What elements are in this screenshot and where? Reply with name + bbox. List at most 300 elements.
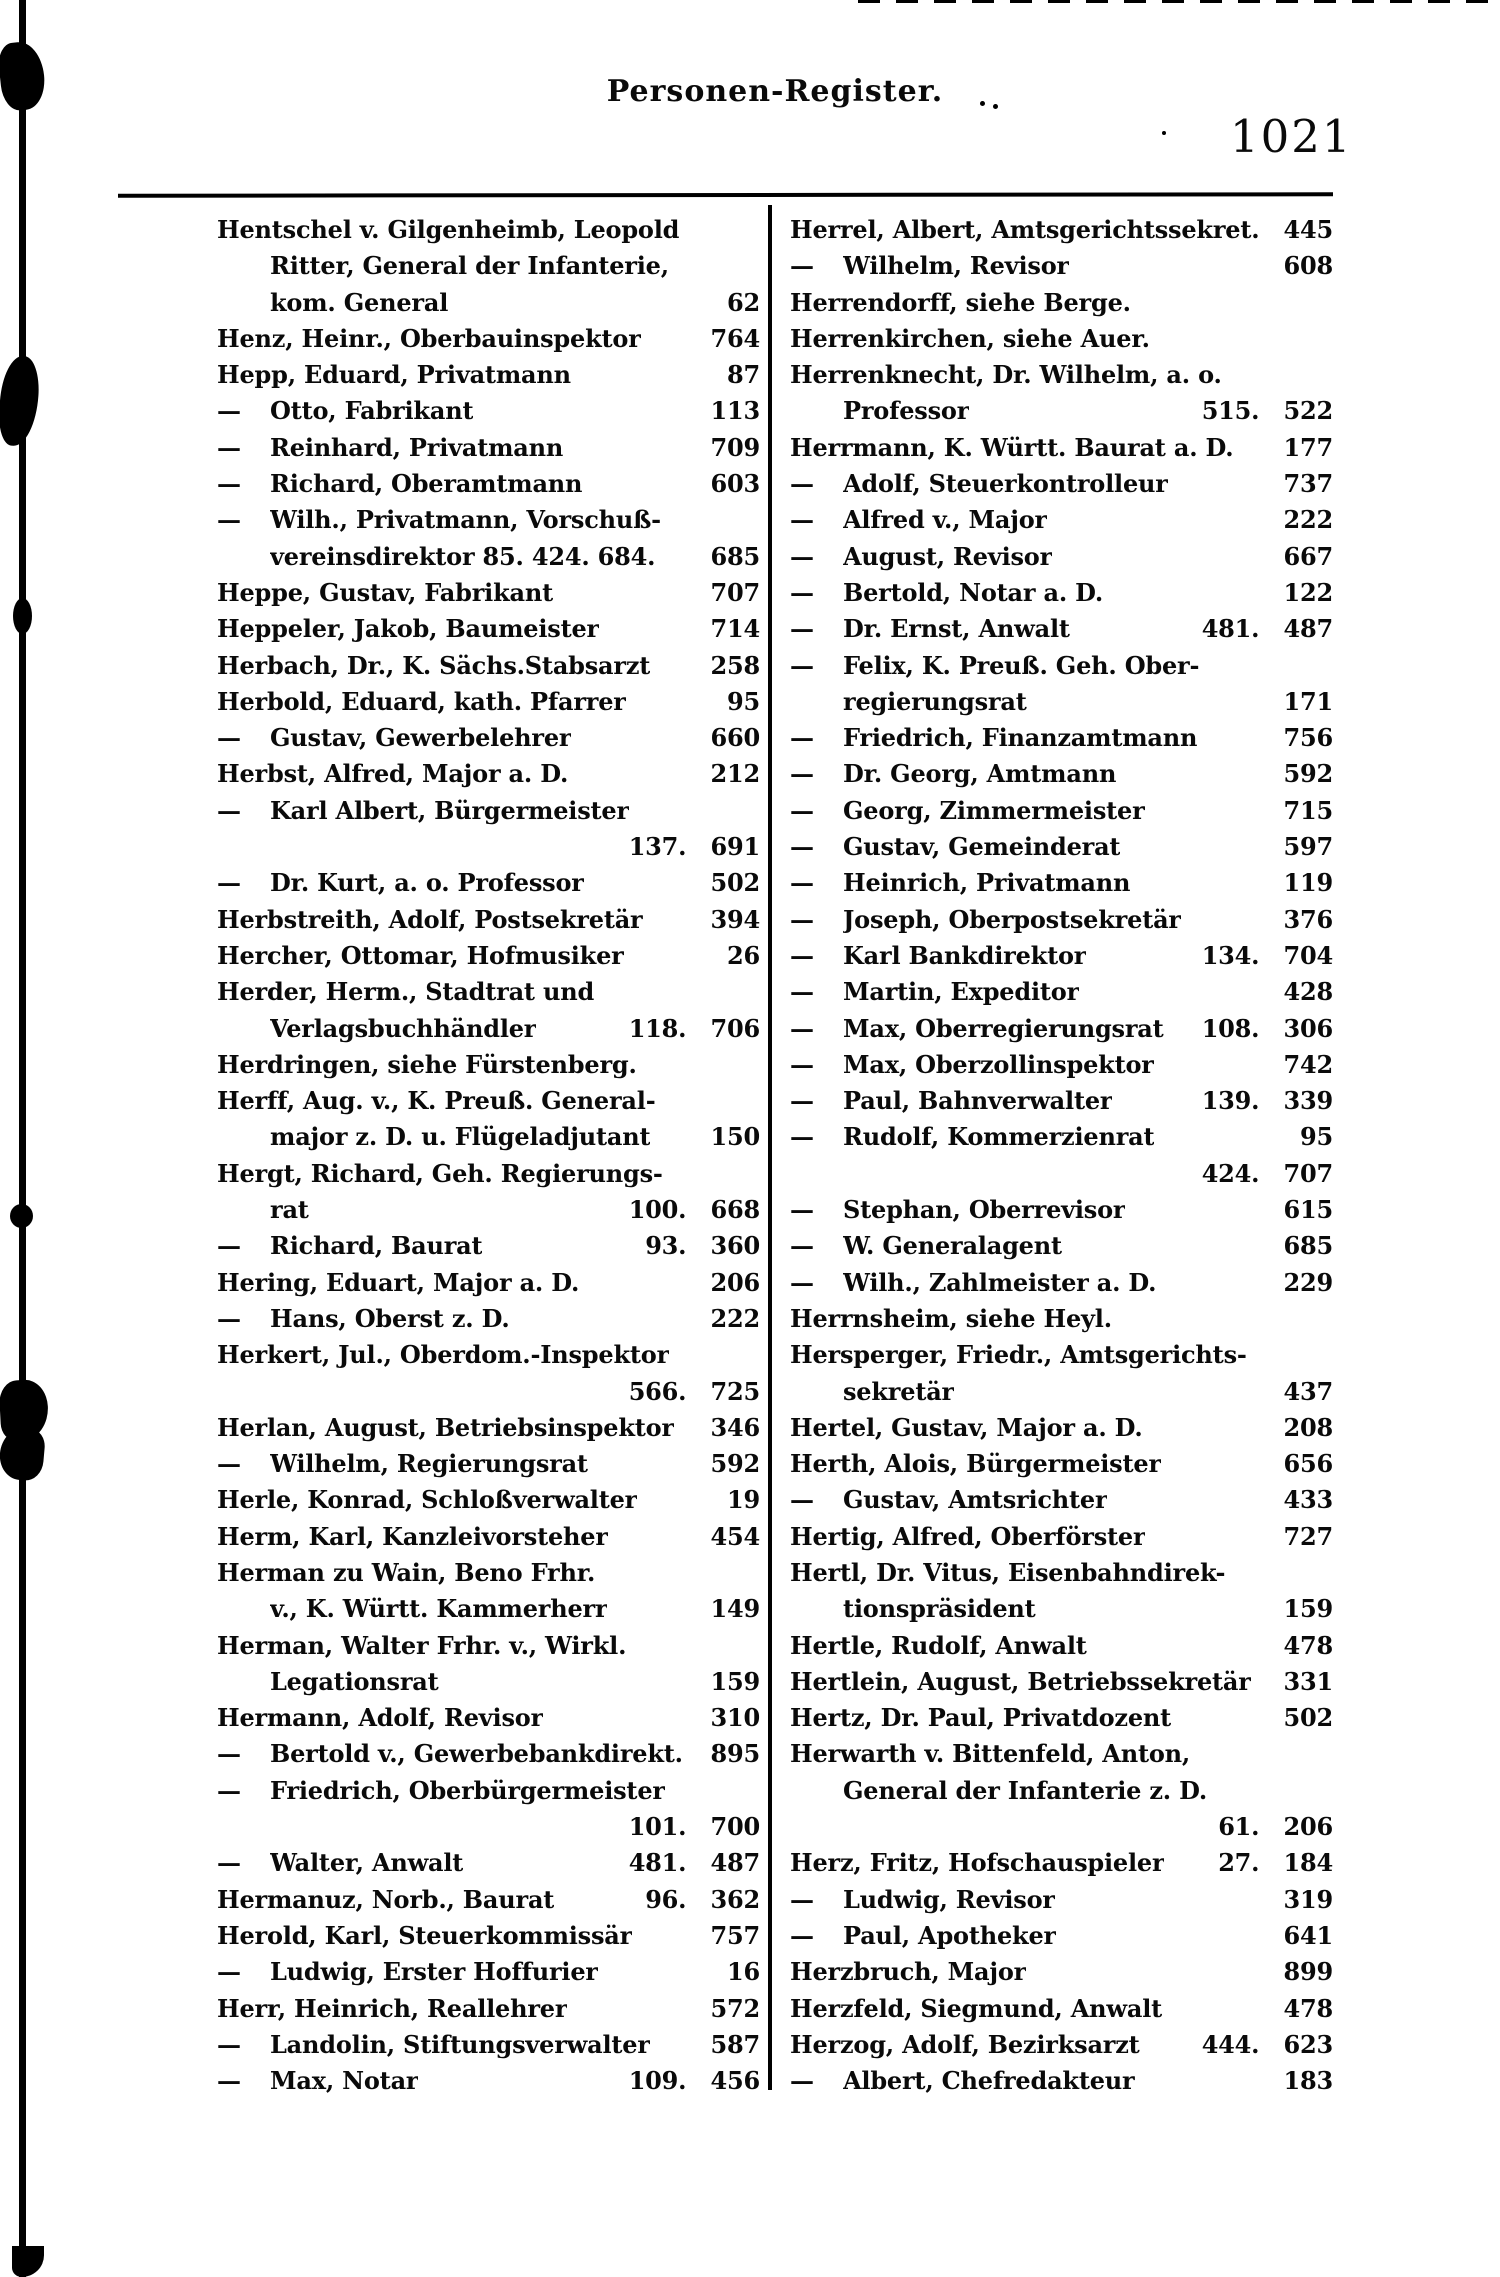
- entry-gap: [1047, 502, 1284, 538]
- entry-text: kom. General: [270, 287, 449, 317]
- index-entry-line: [790, 1918, 1333, 1954]
- page-title: Personen-Register.: [606, 74, 944, 109]
- entry-page-numbers: 212: [710, 759, 760, 789]
- index-column-left: [217, 212, 760, 2099]
- entry-page-numbers: 26: [727, 940, 760, 970]
- entry-gap: [1233, 430, 1283, 466]
- entry-page-numbers: 656: [1283, 1449, 1333, 1479]
- index-entry-line: [790, 539, 1333, 575]
- entry-page-numbers: 87: [727, 360, 760, 390]
- entry-text: Bertold v., Gewerbebankdirekt.: [270, 1739, 683, 1769]
- ditto-dash: —: [217, 2029, 241, 2059]
- entry-text: vereinsdirektor 85. 424. 684.: [270, 541, 656, 571]
- entry-gap: [629, 793, 760, 829]
- ditto-dash: —: [790, 904, 814, 934]
- entry-text: Hepp, Eduard, Privatmann: [217, 360, 571, 390]
- index-entry-line: [790, 1482, 1333, 1518]
- index-entry-line: [790, 285, 1333, 321]
- entry-page-numbers: 481. 487: [628, 1848, 760, 1878]
- index-entry-line: [790, 793, 1333, 829]
- entry-text: Hertlein, August, Betriebssekretär: [790, 1666, 1251, 1696]
- index-entry-line: [790, 1773, 1333, 1809]
- entry-gap: [1197, 720, 1283, 756]
- entry-text: Wilh., Privatmann, Vorschuß-: [270, 505, 661, 535]
- index-entry-line: [790, 1410, 1333, 1446]
- entry-gap: [1056, 1918, 1284, 1954]
- entry-text: Herff, Aug. v., K. Preuß. General-: [217, 1086, 656, 1116]
- entry-page-numbers: 714: [710, 614, 760, 644]
- entry-page-numbers: 641: [1283, 1920, 1333, 1950]
- index-entry-line: [790, 1228, 1333, 1264]
- index-entry-line: [217, 1156, 760, 1192]
- entry-gap: [1164, 1845, 1218, 1881]
- ditto-dash: —: [790, 723, 814, 753]
- index-entry-line: [217, 1591, 760, 1627]
- entry-page-numbers: 119: [1283, 868, 1333, 898]
- entry-text: Ludwig, Erster Hoffurier: [270, 1957, 598, 1987]
- entry-gap: [1247, 1337, 1333, 1373]
- entry-text: Herrmann, K. Württ. Baurat a. D.: [790, 432, 1234, 462]
- entry-gap: [595, 1555, 760, 1591]
- entry-page-numbers: 93. 360: [645, 1231, 760, 1261]
- index-entry-line: [790, 720, 1333, 756]
- entry-page-numbers: 445: [1283, 215, 1333, 244]
- index-entry-line: [790, 648, 1333, 684]
- ditto-dash: —: [790, 2066, 814, 2096]
- ditto-dash: —: [217, 868, 241, 898]
- index-entry-line: [790, 829, 1333, 865]
- entry-text: Stephan, Oberrevisor: [843, 1195, 1126, 1225]
- entry-page-numbers: 454: [710, 1521, 760, 1551]
- index-entry-line: [217, 1664, 760, 1700]
- entry-gap: [624, 938, 727, 974]
- entry-text: Friedrich, Oberbürgermeister: [270, 1775, 665, 1805]
- entry-gap: [1251, 1664, 1284, 1700]
- entry-gap: [1130, 865, 1283, 901]
- indent-spacer: [217, 285, 270, 321]
- entry-gap: [1052, 539, 1283, 575]
- index-entry-line: [217, 321, 760, 357]
- index-entry-line: [790, 1882, 1333, 1918]
- entry-gap: [1131, 285, 1333, 321]
- index-entry-line: [790, 756, 1333, 792]
- entry-text: Herm, Karl, Kanzleivorsteher: [217, 1521, 608, 1551]
- entry-text: Gustav, Amtsrichter: [843, 1485, 1108, 1515]
- entry-text: Felix, K. Preuß. Geh. Ober-: [843, 650, 1200, 680]
- entry-gap: [1120, 829, 1283, 865]
- ditto-dash: —: [790, 1195, 814, 1225]
- entry-page-numbers: 572: [710, 1993, 760, 2023]
- entry-gap: [1112, 1301, 1333, 1337]
- ditto-dash: —: [217, 1848, 241, 1878]
- index-entry-line: [217, 248, 760, 284]
- index-entry-line: [790, 1301, 1333, 1337]
- ink-blob: [0, 355, 41, 447]
- ditto-dash: —: [217, 1449, 241, 1479]
- entry-gap: [1055, 1882, 1284, 1918]
- entry-gap: [217, 1374, 629, 1410]
- index-entry-line: [217, 865, 760, 901]
- entry-gap: [1140, 2027, 1202, 2063]
- entry-text: Dr. Kurt, a. o. Professor: [270, 868, 584, 898]
- entry-page-numbers: 16: [727, 1957, 760, 1987]
- entry-text: Herrnsheim, siehe Heyl.: [790, 1303, 1112, 1333]
- entry-text: Hans, Oberst z. D.: [270, 1303, 510, 1333]
- entry-text: rat: [270, 1195, 309, 1225]
- index-entry-line: [790, 1192, 1333, 1228]
- entry-gap: [1222, 357, 1333, 393]
- entry-page-numbers: 159: [1283, 1594, 1333, 1624]
- entry-gap: [418, 2063, 628, 2099]
- entry-text: Hertz, Dr. Paul, Privatdozent: [790, 1703, 1172, 1733]
- entry-text: Wilhelm, Revisor: [843, 251, 1069, 281]
- entry-gap: [594, 974, 760, 1010]
- entry-page-numbers: 603: [710, 469, 760, 499]
- entry-page-numbers: 137. 691: [628, 832, 760, 862]
- ditto-dash: —: [217, 2066, 241, 2096]
- index-entry-line: [217, 829, 760, 865]
- entry-page-numbers: 764: [710, 323, 760, 353]
- index-entry-line: [217, 756, 760, 792]
- index-entry-line: [217, 1119, 760, 1155]
- entry-page-numbers: 433: [1283, 1485, 1333, 1515]
- entry-gap: [669, 248, 760, 284]
- ink-blob: [13, 598, 32, 634]
- entry-gap: [607, 1591, 710, 1627]
- entry-text: Friedrich, Finanzamtmann: [843, 723, 1198, 753]
- entry-page-numbers: 478: [1283, 1630, 1333, 1660]
- ink-speck: [1162, 131, 1166, 135]
- entry-text: Herrenkirchen, siehe Auer.: [790, 323, 1150, 353]
- ditto-dash: —: [217, 795, 241, 825]
- entry-gap: [663, 1156, 760, 1192]
- ditto-dash: —: [790, 832, 814, 862]
- entry-page-numbers: 895: [710, 1739, 760, 1769]
- index-entry-line: [217, 212, 760, 248]
- entry-text: Gustav, Gemeinderat: [843, 832, 1121, 862]
- index-entry-line: [790, 1991, 1333, 2027]
- index-entry-line: [217, 1011, 760, 1047]
- entry-gap: [448, 285, 727, 321]
- index-entry-line: [217, 1628, 760, 1664]
- entry-text: Herbst, Alfred, Major a. D.: [217, 759, 569, 789]
- index-entry-line: [217, 357, 760, 393]
- entry-page-numbers: 444. 623: [1201, 2029, 1333, 2059]
- entry-page-numbers: 95: [1300, 1122, 1333, 1152]
- ditto-dash: —: [790, 251, 814, 281]
- index-entry-line: [217, 1301, 760, 1337]
- index-entry-line: [217, 430, 760, 466]
- entry-text: regierungsrat: [843, 686, 1027, 716]
- entry-gap: [571, 357, 727, 393]
- entry-text: Otto, Fabrikant: [270, 396, 474, 426]
- entry-text: Alfred v., Major: [843, 505, 1047, 535]
- ditto-dash: —: [790, 505, 814, 535]
- entry-gap: [1150, 321, 1333, 357]
- index-entry-line: [217, 720, 760, 756]
- entry-page-numbers: 100. 668: [628, 1195, 760, 1225]
- entry-text: Karl Bankdirektor: [843, 940, 1087, 970]
- entry-gap: [1145, 1519, 1283, 1555]
- index-entry-line: [217, 393, 760, 429]
- index-entry-line: [217, 539, 760, 575]
- entry-page-numbers: 229: [1283, 1267, 1333, 1297]
- entry-text: Hertig, Alfred, Oberförster: [790, 1521, 1146, 1551]
- entry-page-numbers: 258: [710, 650, 760, 680]
- entry-text: major z. D. u. Flügeladjutant: [270, 1122, 651, 1152]
- entry-gap: [641, 321, 711, 357]
- entry-text: Herz, Fritz, Hofschauspieler: [790, 1848, 1165, 1878]
- indent-spacer: [217, 1011, 270, 1047]
- entry-text: Herzbruch, Major: [790, 1957, 1027, 1987]
- entry-text: Herrendorff, siehe Berge.: [790, 287, 1131, 317]
- index-entry-line: [790, 1664, 1333, 1700]
- entry-gap: [554, 1882, 645, 1918]
- ditto-dash: —: [790, 469, 814, 499]
- entry-page-numbers: 118. 706: [628, 1013, 760, 1043]
- entry-text: Herder, Herm., Stadtrat und: [217, 977, 595, 1007]
- entry-page-numbers: 667: [1283, 541, 1333, 571]
- entry-text: Heppeler, Jakob, Baumeister: [217, 614, 599, 644]
- entry-text: Herdringen, siehe Fürstenberg.: [217, 1049, 637, 1079]
- entry-gap: [790, 1156, 1202, 1192]
- index-entry-line: [217, 1083, 760, 1119]
- index-entry-line: [217, 902, 760, 938]
- entry-gap: [567, 1991, 710, 2027]
- entry-text: Hercher, Ottomar, Hofmusiker: [217, 940, 624, 970]
- entry-text: Adolf, Steuerkontrolleur: [843, 469, 1168, 499]
- index-entry-line: [217, 648, 760, 684]
- entry-text: Reinhard, Privatmann: [270, 432, 564, 462]
- index-entry-line: [790, 865, 1333, 901]
- entry-page-numbers: 206: [710, 1267, 760, 1297]
- index-entry-line: [217, 502, 760, 538]
- entry-gap: [536, 1011, 628, 1047]
- entry-text: Herkert, Jul., Oberdom.-Inspektor: [217, 1340, 670, 1370]
- entry-page-numbers: 159: [710, 1666, 760, 1696]
- entry-text: Hermann, Adolf, Revisor: [217, 1703, 544, 1733]
- entry-page-numbers: 756: [1283, 723, 1333, 753]
- entry-gap: [1199, 648, 1333, 684]
- entry-gap: [563, 430, 710, 466]
- index-entry-line: [790, 1519, 1333, 1555]
- index-entry-line: [790, 430, 1333, 466]
- index-entry-line: [217, 1228, 760, 1264]
- index-entry-line: [790, 1446, 1333, 1482]
- entry-page-numbers: 108. 306: [1201, 1013, 1333, 1043]
- index-entry-line: [790, 248, 1333, 284]
- index-entry-line: [790, 1119, 1333, 1155]
- entry-text: Hertle, Rudolf, Anwalt: [790, 1630, 1087, 1660]
- index-entry-line: [790, 212, 1333, 248]
- index-entry-line: [790, 357, 1333, 393]
- entry-page-numbers: 208: [1283, 1412, 1333, 1442]
- entry-page-numbers: 183: [1283, 2066, 1333, 2096]
- entry-page-numbers: 428: [1283, 977, 1333, 1007]
- entry-gap: [1103, 575, 1283, 611]
- entry-gap: [655, 539, 710, 575]
- entry-text: Hergt, Richard, Geh. Regierungs-: [217, 1158, 663, 1188]
- entry-gap: [439, 1664, 711, 1700]
- ditto-dash: —: [790, 1231, 814, 1261]
- index-entry-line: [217, 1736, 760, 1772]
- entry-text: Herold, Karl, Steuerkommissär: [217, 1920, 633, 1950]
- entry-text: Gustav, Gewerbelehrer: [270, 723, 572, 753]
- entry-text: Karl Albert, Bürgermeister: [270, 795, 629, 825]
- index-entry-line: [790, 974, 1333, 1010]
- ditto-dash: —: [217, 723, 241, 753]
- entry-text: Paul, Apotheker: [843, 1920, 1056, 1950]
- entry-page-numbers: 502: [710, 868, 760, 898]
- index-entry-line: [790, 2063, 1333, 2099]
- index-entry-line: [217, 611, 760, 647]
- index-entry-line: [217, 1954, 760, 1990]
- index-entry-line: [790, 2027, 1333, 2063]
- entry-gap: [637, 1047, 760, 1083]
- entry-page-numbers: 566. 725: [628, 1376, 760, 1406]
- ink-blob: [10, 1204, 33, 1228]
- entry-text: W. Generalagent: [843, 1231, 1062, 1261]
- entry-text: Herbach, Dr., K. Sächs.Stabsarzt: [217, 650, 651, 680]
- entry-text: Herrenknecht, Dr. Wilhelm, a. o.: [790, 360, 1222, 390]
- index-entry-line: [217, 938, 760, 974]
- entry-text: Herbstreith, Adolf, Postsekretär: [217, 904, 643, 934]
- entry-text: Professor: [843, 396, 970, 426]
- entry-gap: [1225, 1555, 1333, 1591]
- entry-page-numbers: 222: [710, 1303, 760, 1333]
- indent-spacer: [790, 393, 843, 429]
- ditto-dash: —: [790, 614, 814, 644]
- entry-gap: [1207, 1773, 1333, 1809]
- ditto-dash: —: [217, 1303, 241, 1333]
- entry-text: Herman zu Wain, Beno Frhr.: [217, 1557, 596, 1587]
- entry-gap: [553, 575, 710, 611]
- entry-gap: [1036, 1591, 1284, 1627]
- index-entry-line: [790, 1047, 1333, 1083]
- entry-text: Verlagsbuchhändler: [270, 1013, 537, 1043]
- entry-page-numbers: 150: [710, 1122, 760, 1152]
- entry-gap: [1135, 2063, 1284, 2099]
- entry-gap: [1143, 1410, 1284, 1446]
- entry-page-numbers: 61. 206: [1218, 1812, 1333, 1842]
- index-entry-line: [790, 1954, 1333, 1990]
- entry-page-numbers: 737: [1283, 469, 1333, 499]
- entry-text: Georg, Zimmermeister: [843, 795, 1145, 825]
- indent-spacer: [217, 1591, 270, 1627]
- index-entry-line: [790, 1374, 1333, 1410]
- entry-text: tionspräsident: [843, 1594, 1036, 1624]
- entry-page-numbers: 715: [1283, 795, 1333, 825]
- entry-page-numbers: 592: [710, 1449, 760, 1479]
- ditto-dash: —: [217, 1775, 241, 1805]
- ditto-dash: —: [790, 795, 814, 825]
- entry-page-numbers: 424. 707: [1201, 1158, 1333, 1188]
- index-entry-line: [217, 1337, 760, 1373]
- entry-gap: [588, 1446, 711, 1482]
- entry-gap: [1079, 974, 1283, 1010]
- indent-spacer: [790, 1773, 843, 1809]
- entry-gap: [510, 1301, 711, 1337]
- header-rule: [118, 192, 1333, 197]
- indent-spacer: [217, 1664, 270, 1700]
- entry-page-numbers: 597: [1283, 832, 1333, 862]
- index-entry-line: [217, 793, 760, 829]
- indent-spacer: [217, 1192, 270, 1228]
- entry-text: Paul, Bahnverwalter: [843, 1086, 1113, 1116]
- entry-page-numbers: 222: [1283, 505, 1333, 535]
- binding-edge-line: [19, 0, 26, 2277]
- entry-gap: [568, 756, 710, 792]
- entry-text: Rudolf, Kommerzienrat: [843, 1122, 1155, 1152]
- index-entry-line: [790, 1083, 1333, 1119]
- entry-page-numbers: 615: [1283, 1195, 1333, 1225]
- index-entry-line: [217, 1845, 760, 1881]
- entry-page-numbers: 346: [710, 1412, 760, 1442]
- entry-gap: [969, 393, 1202, 429]
- ditto-dash: —: [790, 541, 814, 571]
- entry-text: Herr, Heinrich, Reallehrer: [217, 1993, 568, 2023]
- entry-page-numbers: 171: [1283, 686, 1333, 716]
- index-entry-line: [790, 321, 1333, 357]
- indent-spacer: [217, 1119, 270, 1155]
- index-entry-line: [790, 466, 1333, 502]
- index-entry-line: [217, 974, 760, 1010]
- entry-gap: [650, 2027, 711, 2063]
- index-entry-line: [217, 1918, 760, 1954]
- entry-text: Hersperger, Friedr., Amtsgerichts-: [790, 1340, 1247, 1370]
- entry-page-numbers: 481. 487: [1201, 614, 1333, 644]
- entry-gap: [598, 1954, 727, 1990]
- index-entry-line: [790, 393, 1333, 429]
- entry-text: Hering, Eduart, Major a. D.: [217, 1267, 580, 1297]
- index-column-right: [790, 212, 1333, 2099]
- index-entry-line: [217, 1410, 760, 1446]
- entry-page-numbers: 660: [710, 723, 760, 753]
- entry-text: Bertold, Notar a. D.: [843, 577, 1104, 607]
- ditto-dash: —: [790, 977, 814, 1007]
- ditto-dash: —: [790, 1485, 814, 1515]
- index-entry-line: [217, 1882, 760, 1918]
- ditto-dash: —: [217, 1231, 241, 1261]
- entry-text: Landolin, Stiftungsverwalter: [270, 2029, 650, 2059]
- entry-page-numbers: 587: [710, 2029, 760, 2059]
- indent-spacer: [790, 1374, 843, 1410]
- entry-gap: [626, 684, 727, 720]
- entry-text: Heinrich, Privatmann: [843, 868, 1131, 898]
- entry-gap: [637, 1482, 727, 1518]
- index-entry-line: [217, 575, 760, 611]
- entry-page-numbers: 727: [1283, 1521, 1333, 1551]
- index-entry-line: [790, 1156, 1333, 1192]
- ditto-dash: —: [790, 940, 814, 970]
- entry-gap: [1190, 1736, 1333, 1772]
- entry-text: Herrel, Albert, Amtsgerichtssekret.: [790, 215, 1260, 244]
- entry-gap: [1026, 1954, 1283, 1990]
- entry-gap: [1259, 212, 1283, 248]
- index-entry-line: [217, 285, 760, 321]
- entry-text: General der Infanterie z. D.: [843, 1775, 1207, 1805]
- ditto-dash: —: [790, 868, 814, 898]
- entry-text: Wilhelm, Regierungsrat: [270, 1449, 588, 1479]
- indent-spacer: [790, 684, 843, 720]
- entry-page-numbers: 113: [710, 396, 760, 426]
- entry-text: Ritter, General der Infanterie,: [270, 251, 669, 281]
- entry-page-numbers: 757: [710, 1920, 760, 1950]
- entry-gap: [1069, 248, 1284, 284]
- entry-text: Herbold, Eduard, kath. Pfarrer: [217, 686, 626, 716]
- entry-page-numbers: 502: [1283, 1703, 1333, 1733]
- index-entry-line: [217, 2027, 760, 2063]
